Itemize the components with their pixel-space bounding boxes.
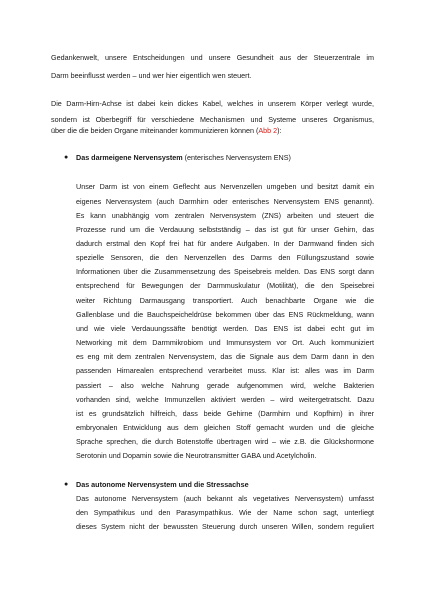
ens-line: weiter Richtung Darmausgang transportiert. Auch benachbarte Organe wie die (76, 296, 374, 305)
ens-line: Es kann unabhängig vom zentralen Nervensystem (ZNS) arbeiten und steuert die (76, 211, 374, 220)
ens-line: eigenes Nervensystem (auch Darmhirn oder enterisches Nervensystem ENS genannt). (76, 197, 374, 206)
axis-line-text: ): (277, 126, 282, 135)
intro-line: Gedankenwelt, unsere Entscheidungen und unsere Gesundheit aus der Steuerzentrale im (51, 53, 374, 62)
ens-line: Unser Darm ist von einem Geflecht aus Nervenzellen umgeben und besitzt damit ein (76, 182, 374, 191)
intro-line: Darm beeinflusst werden – und wer hier eigentlich wen steuert. (51, 71, 252, 80)
bullet-icon: ● (64, 154, 69, 161)
ens-line: entsprechend für Bewegungen der Darmmuskulatur (Motilität), die den Speisebrei (76, 281, 374, 290)
ans-heading (76, 480, 374, 489)
axis-line-last (51, 126, 374, 135)
axis-line: Die Darm-Hirn-Achse ist dabei kein dickes Kabel, welches in unserem Körper verlegt wurde, (51, 99, 374, 108)
ens-line: spezielle Sensoren, die den Nervenzellen des Darms den Füllungszustand sowie (76, 253, 374, 262)
ans-line: Das autonome Nervensystem (auch bekannt als vegetatives Nervensystem) umfasst (76, 494, 374, 503)
figure-reference-link[interactable]: Abb 2 (258, 126, 278, 135)
ens-line: Sprache sprechen, die durch Botenstoffe übertragen wird – wie z.B. die Glückshormone (76, 437, 374, 446)
bullet-icon: ● (64, 481, 69, 488)
ens-line: Networking mit dem Darmmikrobiom und Immunsystem vor Ort. Auch kommuniziert (76, 338, 374, 347)
ens-line: passiert – also welche Nahrung gerade aufgenommen wird, welche Bakterien (76, 381, 374, 390)
ens-line: Prozesse rund um die Verdauung selbstständig – das ist gut für unser Gehirn, das (76, 225, 374, 234)
axis-line-text: über die die beiden Organe miteinander kommunizieren können ( (51, 126, 259, 135)
ens-line: dadurch erstmal den Kopf frei hat für andere Aufgaben. In der Darmwand finden sich (76, 239, 374, 248)
axis-line: sondern ist Oberbegriff für verschiedene Mechanismen und Systeme unseres Organismus, (51, 115, 374, 124)
ans-heading-bold: Das autonome Nervensystem und die Stressachse (76, 480, 249, 489)
ans-line: den Sympathikus und den Parasympathikus. Wie der Name schon sagt, unterliegt (76, 508, 374, 517)
ens-line: Gallenblase und die Bauchspeicheldrüse bekommen über das ENS Rückmeldung, wann (76, 310, 374, 319)
ens-line: vorhanden sind, welche Immunzellen aktiviert werden – wird weitergetratscht. Dazu (76, 395, 374, 404)
ens-line: embryonalen Entwicklung aus dem gleichen Stoff gemacht wurden und die gleiche (76, 423, 374, 432)
ens-heading-rest: (enterisches Nervensystem ENS) (182, 153, 291, 162)
ens-line: ist es grundsätzlich hilfreich, dass beide Gehirne (Darmhirn und Kopfhirn) in ihrer (76, 409, 374, 418)
ens-line: Informationen über die Zusammensetzung des Speisebreis melden. Das ENS sorgt dann (76, 267, 374, 276)
ens-line: Serotonin und Dopamin sowie die Neurotransmitter GABA und Acetylcholin. (76, 451, 317, 460)
ens-line: passenden Hirnarealen entsprechend verarbeitet muss. Klar ist: alles was im Darm (76, 366, 374, 375)
ans-line: dieses System nicht der bewussten Steuerung durch unseren Willen, sondern reguliert (76, 522, 374, 531)
ens-line: es eng mit dem zentralen Nervensystem, das die Signale aus dem Darm dann in den (76, 352, 374, 361)
ens-line: und wie viele Verdauungssäfte benötigt werden. Das ENS ist dabei echt gut im (76, 324, 374, 333)
ens-heading (76, 153, 374, 162)
ens-heading-bold: Das darmeigene Nervensystem (76, 153, 183, 162)
